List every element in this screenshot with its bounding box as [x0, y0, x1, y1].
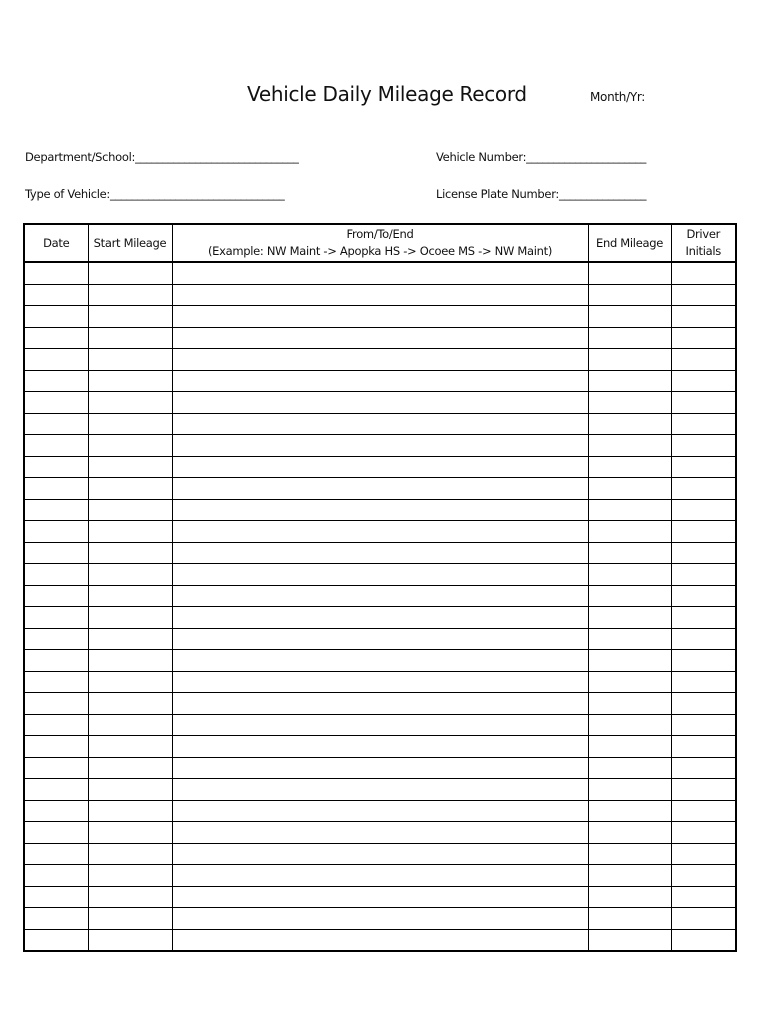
end-mileage-cell[interactable] [588, 327, 671, 349]
driver-initials-cell[interactable] [671, 886, 736, 908]
table-row [24, 736, 736, 758]
table-row [24, 843, 736, 865]
table-row [24, 306, 736, 328]
start-mileage-cell[interactable] [88, 757, 172, 779]
driver-initials-cell[interactable] [671, 585, 736, 607]
end-mileage-cell[interactable] [588, 521, 671, 543]
start-mileage-cell[interactable] [88, 929, 172, 951]
route-cell[interactable] [172, 779, 588, 801]
route-cell[interactable] [172, 736, 588, 758]
route-cell[interactable] [172, 542, 588, 564]
driver-initials-cell[interactable] [671, 671, 736, 693]
date-cell[interactable] [24, 585, 88, 607]
driver-initials-cell[interactable] [671, 521, 736, 543]
table-row [24, 392, 736, 414]
start-mileage-cell[interactable] [88, 865, 172, 887]
route-cell[interactable] [172, 800, 588, 822]
end-mileage-cell[interactable] [588, 886, 671, 908]
department-school-field: Department/School:______________________________ [25, 150, 299, 164]
date-cell[interactable] [24, 757, 88, 779]
start-mileage-cell[interactable] [88, 886, 172, 908]
end-mileage-cell[interactable] [588, 306, 671, 328]
driver-initials-cell[interactable] [671, 413, 736, 435]
table-row [24, 327, 736, 349]
start-mileage-cell[interactable] [88, 413, 172, 435]
date-cell[interactable] [24, 392, 88, 414]
end-mileage-cell[interactable] [588, 714, 671, 736]
start-mileage-cell[interactable] [88, 306, 172, 328]
end-mileage-cell[interactable] [588, 499, 671, 521]
form-title: Vehicle Daily Mileage Record [247, 82, 527, 106]
date-cell[interactable] [24, 284, 88, 306]
table-row [24, 628, 736, 650]
date-cell[interactable] [24, 800, 88, 822]
driver-initials-cell[interactable] [671, 262, 736, 284]
date-cell[interactable] [24, 370, 88, 392]
start-mileage-cell[interactable] [88, 542, 172, 564]
end-mileage-cell[interactable] [588, 929, 671, 951]
month-year-label: Month/Yr: [590, 90, 646, 104]
start-mileage-cell[interactable] [88, 843, 172, 865]
driver-initials-cell[interactable] [671, 693, 736, 715]
driver-initials-cell[interactable] [671, 779, 736, 801]
end-mileage-cell[interactable] [588, 843, 671, 865]
end-mileage-cell[interactable] [588, 779, 671, 801]
vehicle-type-field: Type of Vehicle:________________________________ [25, 187, 285, 201]
route-cell[interactable] [172, 499, 588, 521]
route-cell[interactable] [172, 349, 588, 371]
start-mileage-cell[interactable] [88, 671, 172, 693]
table-row [24, 564, 736, 586]
end-mileage-cell[interactable] [588, 435, 671, 457]
route-cell[interactable] [172, 607, 588, 629]
date-cell[interactable] [24, 456, 88, 478]
driver-initials-cell[interactable] [671, 843, 736, 865]
end-mileage-cell[interactable] [588, 800, 671, 822]
route-cell[interactable] [172, 757, 588, 779]
date-cell[interactable] [24, 843, 88, 865]
table-row [24, 800, 736, 822]
start-mileage-cell[interactable] [88, 349, 172, 371]
end-mileage-cell[interactable] [588, 650, 671, 672]
route-cell[interactable] [172, 435, 588, 457]
start-mileage-cell[interactable] [88, 628, 172, 650]
route-cell[interactable] [172, 327, 588, 349]
table-row [24, 671, 736, 693]
table-row [24, 779, 736, 801]
driver-initials-cell[interactable] [671, 800, 736, 822]
route-cell[interactable] [172, 822, 588, 844]
start-mileage-cell[interactable] [88, 800, 172, 822]
date-cell[interactable] [24, 822, 88, 844]
route-cell[interactable] [172, 564, 588, 586]
route-cell[interactable] [172, 671, 588, 693]
route-cell[interactable] [172, 262, 588, 284]
start-mileage-column-header: Start Mileage [88, 224, 172, 262]
end-mileage-cell[interactable] [588, 478, 671, 500]
route-cell[interactable] [172, 714, 588, 736]
start-mileage-cell[interactable] [88, 521, 172, 543]
driver-initials-cell[interactable] [671, 650, 736, 672]
date-cell[interactable] [24, 929, 88, 951]
start-mileage-cell[interactable] [88, 564, 172, 586]
table-header-row [24, 224, 736, 262]
start-mileage-cell[interactable] [88, 262, 172, 284]
table-row [24, 757, 736, 779]
end-mileage-cell[interactable] [588, 693, 671, 715]
start-mileage-cell[interactable] [88, 392, 172, 414]
table-row [24, 456, 736, 478]
driver-initials-cell[interactable] [671, 349, 736, 371]
end-mileage-cell[interactable] [588, 564, 671, 586]
route-column-example: (Example: NW Maint -> Apopka HS -> Ocoee MS -> NW Maint) [207, 244, 553, 258]
date-cell[interactable] [24, 607, 88, 629]
table-row [24, 714, 736, 736]
end-mileage-cell[interactable] [588, 607, 671, 629]
start-mileage-cell[interactable] [88, 478, 172, 500]
end-mileage-cell[interactable] [588, 349, 671, 371]
route-column-title: From/To/End [346, 227, 414, 241]
route-cell[interactable] [172, 693, 588, 715]
route-cell[interactable] [172, 370, 588, 392]
route-cell[interactable] [172, 843, 588, 865]
route-cell[interactable] [172, 392, 588, 414]
table-row [24, 370, 736, 392]
date-cell[interactable] [24, 413, 88, 435]
table-row [24, 478, 736, 500]
date-cell[interactable] [24, 628, 88, 650]
route-cell[interactable] [172, 628, 588, 650]
date-cell[interactable] [24, 908, 88, 930]
driver-initials-cell[interactable] [671, 929, 736, 951]
driver-initials-cell[interactable] [671, 607, 736, 629]
date-cell[interactable] [24, 693, 88, 715]
driver-initials-cell[interactable] [671, 757, 736, 779]
end-mileage-cell[interactable] [588, 262, 671, 284]
driver-initials-cell[interactable] [671, 478, 736, 500]
table-row [24, 349, 736, 371]
driver-initials-column-header [671, 224, 736, 262]
table-row [24, 607, 736, 629]
driver-initials-cell[interactable] [671, 284, 736, 306]
table-row [24, 435, 736, 457]
end-mileage-cell[interactable] [588, 542, 671, 564]
table-row [24, 499, 736, 521]
table-row [24, 822, 736, 844]
driver-initials-cell[interactable] [671, 392, 736, 414]
start-mileage-cell[interactable] [88, 456, 172, 478]
driver-initials-cell[interactable] [671, 865, 736, 887]
end-mileage-cell[interactable] [588, 585, 671, 607]
date-cell[interactable] [24, 349, 88, 371]
route-cell[interactable] [172, 478, 588, 500]
end-mileage-cell[interactable] [588, 456, 671, 478]
date-cell[interactable] [24, 521, 88, 543]
end-mileage-cell[interactable] [588, 822, 671, 844]
route-column-header [172, 224, 588, 262]
start-mileage-cell[interactable] [88, 822, 172, 844]
date-column-header: Date [24, 224, 88, 262]
date-cell[interactable] [24, 650, 88, 672]
route-cell[interactable] [172, 929, 588, 951]
vehicle-number-field: Vehicle Number:______________________ [436, 150, 647, 164]
route-cell[interactable] [172, 413, 588, 435]
date-cell[interactable] [24, 262, 88, 284]
date-cell[interactable] [24, 886, 88, 908]
end-mileage-cell[interactable] [588, 736, 671, 758]
end-mileage-cell[interactable] [588, 671, 671, 693]
table-row [24, 693, 736, 715]
date-cell[interactable] [24, 736, 88, 758]
end-mileage-cell[interactable] [588, 757, 671, 779]
start-mileage-cell[interactable] [88, 779, 172, 801]
date-cell[interactable] [24, 542, 88, 564]
end-mileage-cell[interactable] [588, 284, 671, 306]
end-mileage-cell[interactable] [588, 413, 671, 435]
date-cell[interactable] [24, 714, 88, 736]
table-row [24, 542, 736, 564]
end-mileage-cell[interactable] [588, 628, 671, 650]
table-row [24, 284, 736, 306]
route-cell[interactable] [172, 908, 588, 930]
start-mileage-cell[interactable] [88, 736, 172, 758]
driver-initials-cell[interactable] [671, 456, 736, 478]
driver-initials-cell[interactable] [671, 736, 736, 758]
date-cell[interactable] [24, 865, 88, 887]
date-cell[interactable] [24, 779, 88, 801]
route-cell[interactable] [172, 650, 588, 672]
start-mileage-cell[interactable] [88, 650, 172, 672]
table-row [24, 886, 736, 908]
driver-initials-cell[interactable] [671, 564, 736, 586]
driver-initials-cell[interactable] [671, 908, 736, 930]
date-cell[interactable] [24, 564, 88, 586]
route-cell[interactable] [172, 585, 588, 607]
table-row [24, 865, 736, 887]
mileage-log-table [23, 223, 737, 952]
route-cell[interactable] [172, 456, 588, 478]
log-body [24, 262, 736, 951]
start-mileage-cell[interactable] [88, 908, 172, 930]
end-mileage-cell[interactable] [588, 908, 671, 930]
driver-initials-cell[interactable] [671, 499, 736, 521]
end-mileage-column-header: End Mileage [588, 224, 671, 262]
table-row [24, 585, 736, 607]
start-mileage-cell[interactable] [88, 327, 172, 349]
driver-initials-cell[interactable] [671, 542, 736, 564]
start-mileage-cell[interactable] [88, 607, 172, 629]
end-mileage-cell[interactable] [588, 392, 671, 414]
date-cell[interactable] [24, 435, 88, 457]
driver-initials-cell[interactable] [671, 435, 736, 457]
driver-initials-cell[interactable] [671, 822, 736, 844]
start-mileage-cell[interactable] [88, 370, 172, 392]
table-row [24, 413, 736, 435]
date-cell[interactable] [24, 306, 88, 328]
start-mileage-cell[interactable] [88, 693, 172, 715]
start-mileage-cell[interactable] [88, 499, 172, 521]
start-mileage-cell[interactable] [88, 585, 172, 607]
date-cell[interactable] [24, 671, 88, 693]
route-cell[interactable] [172, 284, 588, 306]
date-cell[interactable] [24, 478, 88, 500]
route-cell[interactable] [172, 865, 588, 887]
table-row [24, 908, 736, 930]
route-cell[interactable] [172, 306, 588, 328]
driver-initials-cell[interactable] [671, 370, 736, 392]
route-cell[interactable] [172, 521, 588, 543]
date-cell[interactable] [24, 499, 88, 521]
license-plate-field: License Plate Number:________________ [436, 187, 647, 201]
driver-header-line1: Driver [686, 227, 721, 241]
driver-initials-cell[interactable] [671, 327, 736, 349]
table-row [24, 262, 736, 284]
start-mileage-cell[interactable] [88, 284, 172, 306]
date-cell[interactable] [24, 327, 88, 349]
start-mileage-cell[interactable] [88, 714, 172, 736]
driver-initials-cell[interactable] [671, 714, 736, 736]
start-mileage-cell[interactable] [88, 435, 172, 457]
end-mileage-cell[interactable] [588, 370, 671, 392]
driver-initials-cell[interactable] [671, 628, 736, 650]
route-cell[interactable] [172, 886, 588, 908]
driver-initials-cell[interactable] [671, 306, 736, 328]
end-mileage-cell[interactable] [588, 865, 671, 887]
table-row [24, 521, 736, 543]
driver-header-line2: Initials [685, 244, 721, 258]
table-row [24, 650, 736, 672]
table-row [24, 929, 736, 951]
